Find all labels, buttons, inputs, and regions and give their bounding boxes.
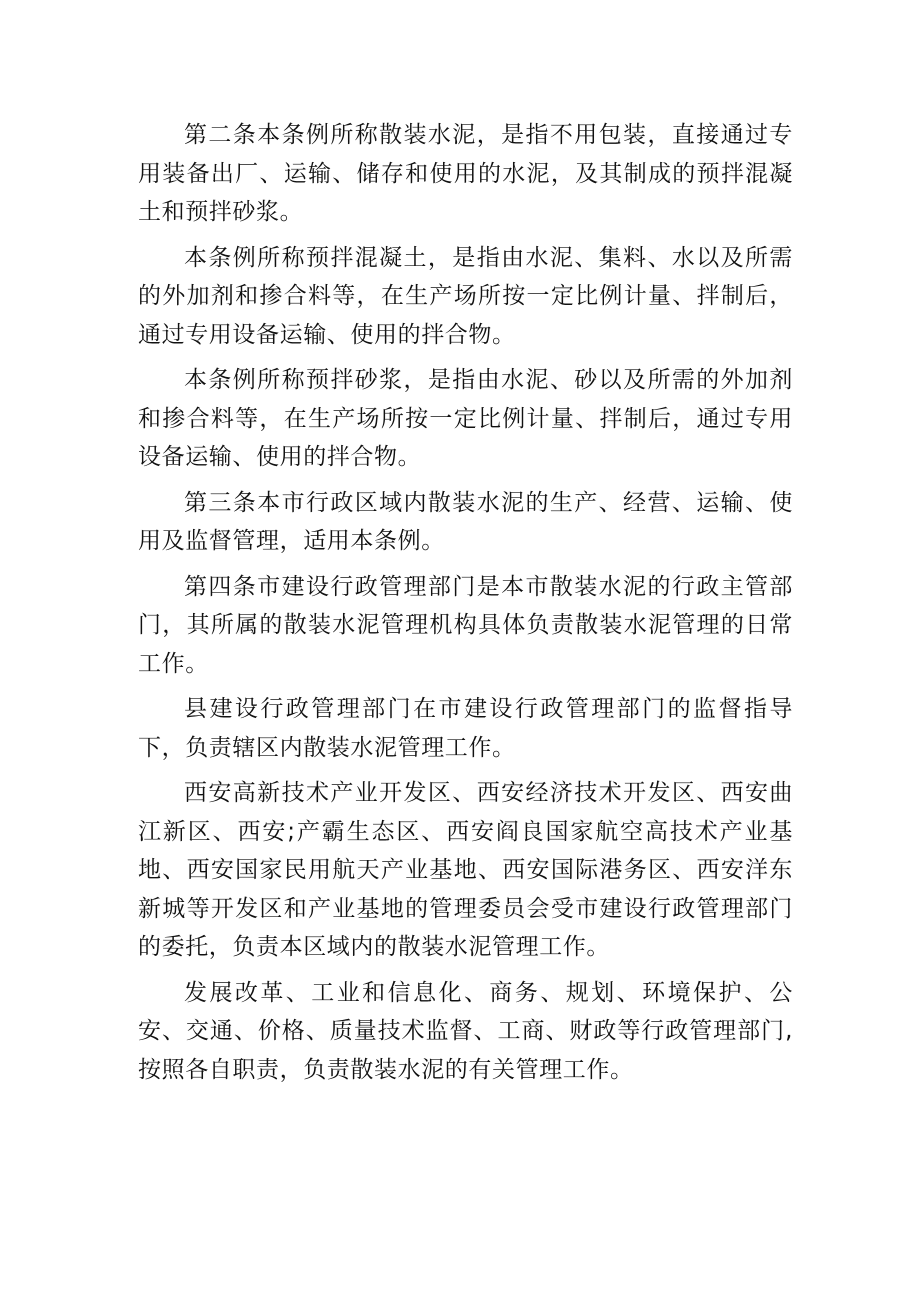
- document-body: [138, 116, 793, 1096]
- paragraph-development-zones: 西安高新技术产业开发区、西安经济技术开发区、西安曲江新区、西安;产霸生态区、西安阎良国家航空高技术产业基地、西安国家民用航天产业基地、西安国际港务区、西安洋东新城等开发区和产业基地的管理委员会受市建设行政管理部门的委托，负责本区域内的散装水泥管理工作。: [138, 780, 793, 960]
- paragraph-article-3: 第三条本市行政区域内散装水泥的生产、经营、运输、使用及监督管理，适用本条例。: [138, 489, 793, 554]
- paragraph-ready-mixed-mortar: 本条例所称预拌砂浆，是指由水泥、砂以及所需的外加剂和掺合料等，在生产场所按一定比例计量、拌制后，通过专用设备运输、使用的拌合物。: [138, 367, 793, 470]
- paragraph-county-departments: 县建设行政管理部门在市建设行政管理部门的监督指导下，负责辖区内散装水泥管理工作。: [138, 696, 793, 761]
- paragraph-ready-mixed-concrete: 本条例所称预拌混凝土，是指由水泥、集料、水以及所需的外加剂和掺合料等，在生产场所按一定比例计量、拌制后，通过专用设备运输、使用的拌合物。: [138, 244, 793, 348]
- paragraph-article-4: 第四条市建设行政管理部门是本市散装水泥的行政主管部门，其所属的散装水泥管理机构具体负责散装水泥管理的日常工作。: [138, 573, 793, 677]
- paragraph-article-2: 第二条本条例所称散装水泥，是指不用包装，直接通过专用装备出厂、运输、储存和使用的水泥，及其制成的预拌混凝土和预拌砂浆。: [138, 122, 793, 225]
- paragraph-related-departments: 发展改革、工业和信息化、商务、规划、环境保护、公安、交通、价格、质量技术监督、工商、财政等行政管理部门,按照各自职责，负责散装水泥的有关管理工作。: [138, 979, 793, 1083]
